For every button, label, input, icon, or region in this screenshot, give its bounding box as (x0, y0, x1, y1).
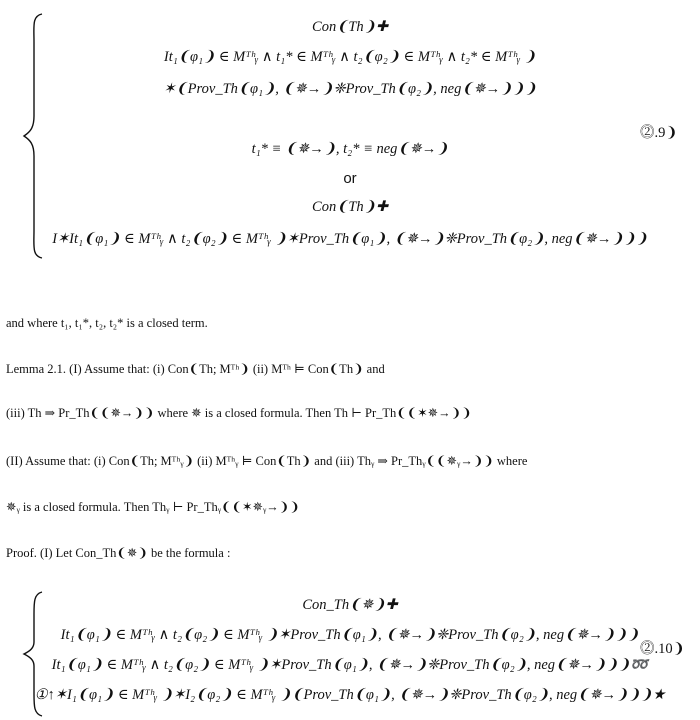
lemma-line-4: ✵ᵧ is a closed formula. Then Thᵧ ⊢ Pr_Thᵧ❨❨✶✵ᵧ→❩❩ (6, 500, 300, 514)
eq2-line-2: Ιt₁❨φ₁❩ ∈ Mᵀʰᵧ ∧ t₂❨φ₂❩ ∈ Mᵀʰᵧ ❩✶Prov_Th❨φ₁❩, ❨✵→❩❈Prov_Th❨φ₂❩, neg❨✵→❩❩❩ (60, 627, 640, 643)
eq1-or: or (343, 170, 357, 187)
equation-number-2: ⓶.10❩ (640, 641, 685, 657)
eq1-line-7: Ι✶Ιt₁❨φ₁❩ ∈ Mᵀʰᵧ ∧ t₂❨φ₂❩ ∈ Mᵀʰᵧ ❩✶Prov_Th❨φ₁❩, ❨✵→❩❈Prov_Th❨φ₂❩, neg❨✵→❩❩❩ (52, 231, 648, 247)
eq2-line-1: Con_Th❨✵❩✚ (302, 597, 398, 613)
lemma-line-3: (II) Assume that: (i) Con❨Th; Mᵀʰᵧ❩ (ii) Mᵀʰᵧ ⊨ Con❨Th❩ and (iii) Thᵧ ⇒ Pr_Thᵧ❨❨✵ᵧ→❩❩ where (6, 454, 528, 468)
lemma-line-2: (iii) Th ⇒ Pr_Th❨❨✵→❩❩ where ✵ is a closed formula. Then Th ⊢ Pr_Th❨❨✶✵→❩❩ (6, 406, 472, 420)
eq1-line-4: t₁* ≡ ❨✵→❩, t₂* ≡ neg❨✵→❩ (251, 141, 449, 157)
eq1-line-1: Con❨Th❩✚ (312, 19, 388, 35)
eq1-line-3: ✶❨Prov_Th❨φ₁❩, ❨✵→❩❈Prov_Th❨φ₂❩, neg❨✵→❩❩❩ (163, 81, 537, 97)
lemma-line-1: Lemma 2.1. (I) Assume that: (i) Con❨Th; Mᵀʰ❩ (ii) Mᵀʰ ⊨ Con❨Th❩ and (6, 362, 385, 376)
where-line: and where t₁, t₁*, t₂, t₂* is a closed term. (6, 316, 208, 330)
eq2-line-3: Ιt₁❨φ₁❩ ∈ Mᵀʰᵧ ∧ t₂❨φ₂❩ ∈ Mᵀʰᵧ ❩✶Prov_Th❨φ₁❩, ❨✵→❩❈Prov_Th❨φ₂❩, neg❨✵→❩❩❩➿ (51, 657, 649, 673)
proof-line: Proof. (I) Let Con_Th❨✵❩ be the formula : (6, 546, 231, 560)
eq2-line-4: ①↑✶Ι₁❨φ₁❩ ∈ Mᵀʰᵧ ❩✶Ι₂❨φ₂❩ ∈ Mᵀʰᵧ ❩❨Prov_Th❨φ₁❩, ❨✵→❩❈Prov_Th❨φ₂❩, neg❨✵→❩❩❩★ (34, 687, 666, 703)
equation-number-1: ⓶.9❩ (640, 125, 678, 141)
eq1-line-2: Ιt₁❨φ₁❩ ∈ Mᵀʰᵧ ∧ t₁* ∈ Mᵀʰᵧ ∧ t₂❨φ₂❩ ∈ Mᵀʰᵧ ∧ t₂* ∈ Mᵀʰᵧ ❩ (163, 49, 537, 65)
eq1-line-6: Con❨Th❩✚ (312, 199, 388, 215)
